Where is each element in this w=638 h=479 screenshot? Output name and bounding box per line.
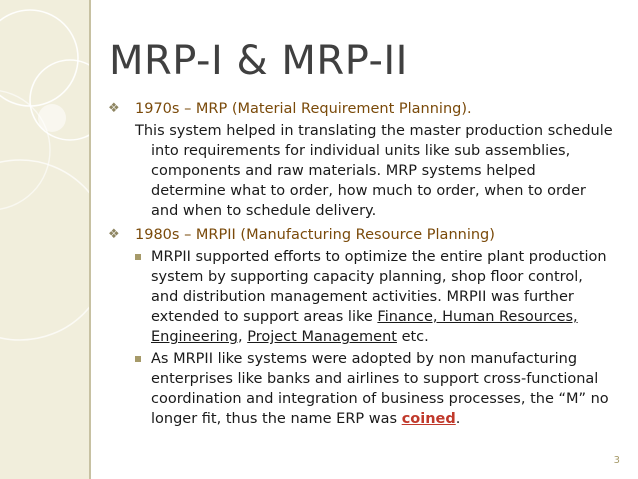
bullet-text: 1980s – MRPII (Manufacturing Resource Planning) [135, 227, 495, 243]
square-bullet-icon [135, 254, 141, 260]
bullet-1970s [108, 99, 613, 119]
link-project-management[interactable]: Project Management [247, 329, 397, 345]
page-number: 3 [613, 455, 620, 466]
bullet-1980s [108, 225, 613, 245]
link-finance-hr-engineering[interactable]: Finance, Human Resources, Engineering [151, 309, 578, 345]
mrp-description: This system helped in translating the master production schedule into requirements for individual units like sub assemblies, components and raw materials. MRP systems helped determine what to order, how much to order, when to order and when to schedule delivery. [135, 123, 613, 219]
sub-bullet-mrpii [108, 247, 613, 347]
decorative-sidebar [0, 0, 89, 479]
slide-title: MRP-I & MRP-II [109, 38, 408, 84]
coined-highlight: coined [401, 411, 456, 427]
bullet-text: 1970s – MRP (Material Requirement Planning). [135, 101, 472, 117]
sub-bullet-erp [108, 349, 613, 429]
sub-bullet-text: As MRPII like systems were adopted by non manufacturing enterprises like banks and airlines to support cross-functional coordination and integration of business processes, the “M” no longer fit, thus the name ERP was coined. [151, 351, 609, 427]
slide-body [108, 99, 613, 429]
sidebar-divider [89, 0, 91, 479]
sub-bullet-text: MRPII supported efforts to optimize the entire plant production system by supporting capacity planning, shop floor control, and distribution management activities. MRPII was further extended to support areas like Finance, Human Resources, Engineering, Project Management etc. [151, 249, 607, 345]
decorative-circles [0, 0, 89, 479]
square-bullet-icon [135, 356, 141, 362]
diamond-bullet-icon: ❖ [108, 101, 120, 116]
diamond-bullet-icon: ❖ [108, 227, 120, 242]
